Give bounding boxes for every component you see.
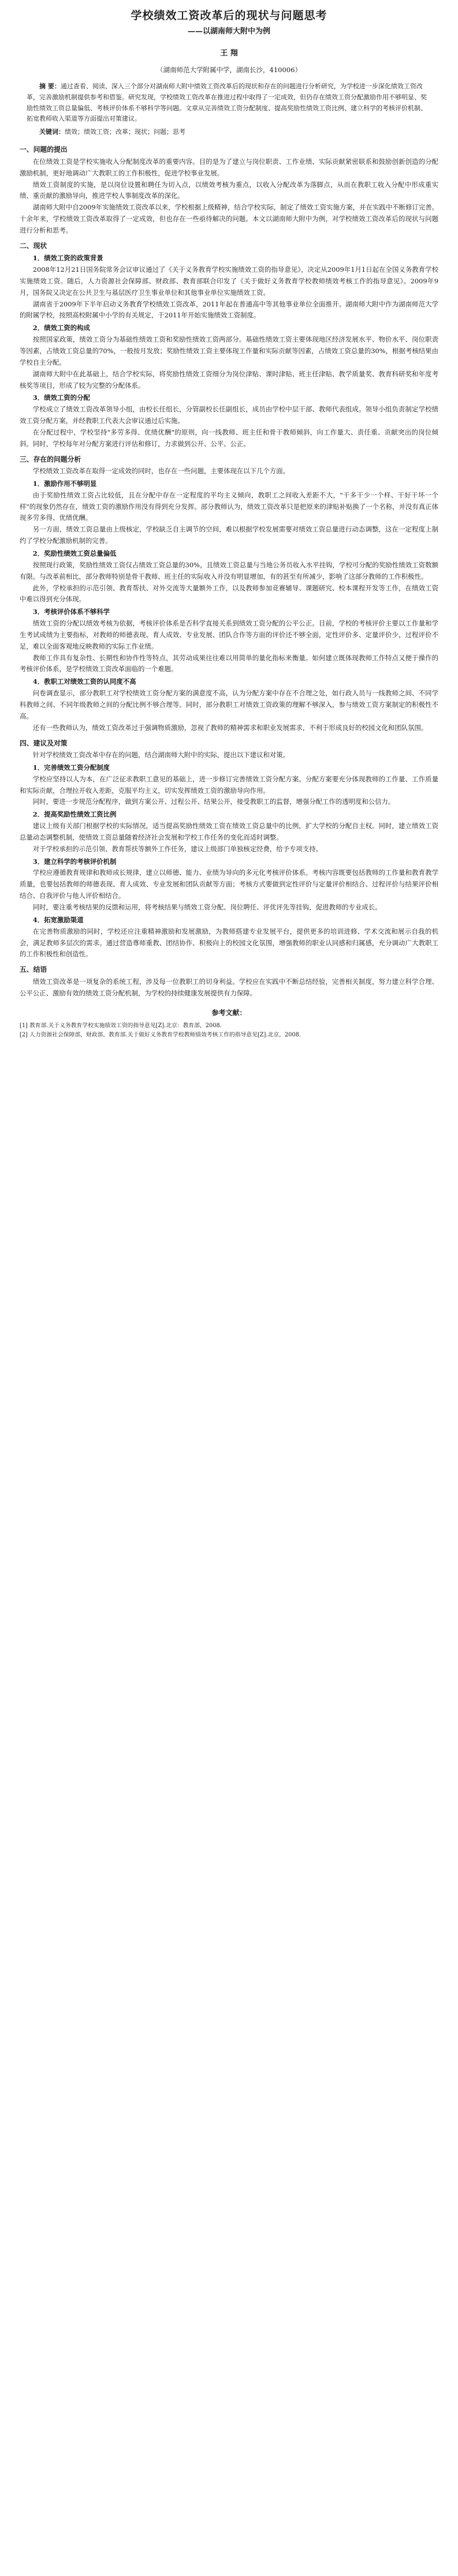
body-sections [20,144,438,999]
paragraph: 学校应遵循教育规律和教师成长规律，建立以师德、能力、业绩为导向的多元化考核评价体系。考核内容既要包括教师的工作量和教育教学质量，也要包括教师的师德表现、育人成效、专业发展和团队贡献等方面；考核方式要做到定性评价与定量评价相结合、过程评价与结果评价相结合、自我评价与他人评价相结合。 [20,868,438,900]
abstract-label: 摘 要： [39,82,61,90]
keywords-label: 关键词： [39,128,65,136]
section-heading: 一、问题的提出 [20,145,68,154]
paper-subtitle: ——以湖南师大附中为例 [187,27,270,36]
paragraph: 学校绩效工资改革在取得一定成效的同时，也存在一些问题，主要体现在以下几个方面。 [32,467,290,475]
paragraph: 同时，要进一步规范分配程序，做到方案公开、过程公开、结果公开，接受教职工的监督，增强分配工作的透明度和公信力。 [32,797,395,806]
section-heading: 四、建议及对策 [20,739,68,747]
section [20,454,438,734]
references-heading: 参考文献： [211,1009,247,1017]
paragraph: 学校成立了绩效工资改革领导小组，由校长任组长，分管副校长任副组长，成员由学校中层干部、教师代表组成。领导小组负责制定学校绩效工资分配方案，并经教职工代表大会审议通过后实施。 [20,405,438,425]
subsection-heading: 1．绩效工资的政策背景 [32,254,103,263]
subsection-heading: 4．教职工对绩效工资的认同度不高 [32,677,136,686]
subsection-heading: 3．考核评价体系不够科学 [32,608,110,616]
section [20,144,438,236]
paragraph: 按照国家政策，绩效工资分为基础性绩效工资和奖励性绩效工资两部分。基础性绩效工资主要体现地区经济发展水平、物价水平、岗位职责等因素，占绩效工资总量的70%，一般按月发放；奖励性绩效工资主要体现工作量和实际贡献等因素，占绩效工资总量的30%，根据考核结果由学校自主分配。 [20,335,438,366]
paragraph: 绩效工资制度的实施，是以岗位设置和聘任为切入点，以绩效考核为重点，以收入分配改革为落脚点，从而在教职工收入分配中形成重实绩、重贡献的激励导向，推进学校人事制度改革的深化。 [20,180,438,200]
section [20,964,438,999]
subsection-heading: 3．建立科学的考核评价机制 [32,857,117,866]
paragraph: 由于奖励性绩效工资占比较低，且在分配中存在一定程度的平均主义倾向，教职工之间收入差距不大，"干多干少一个样、干好干坏一个样"的现象仍然存在，绩效工资的激励作用没有得到充分发挥。部分教师认为，绩效工资改革只是把原来的津贴补贴换了一个名称，并没有真正体现多劳多得、优绩优酬。 [20,491,438,522]
paragraph: 对于学校承担的示范引领、教育帮扶等额外工作任务，建议上级部门单独核定经费，给予专项支持。 [32,844,322,853]
paragraph: 按照现行政策，奖励性绩效工资仅占绩效工资总量的30%，且绩效工资总量与当地公务员收入水平挂钩，学校可分配的奖励性绩效工资数额有限。与改革前相比，部分教师特别是骨干教师、班主任的实际收入并没有明显增加，有的甚至有所减少，影响了这部分教师的工作积极性。 [20,560,438,581]
paragraph: 在完善物质激励的同时，学校还应注重精神激励和发展激励，为教师搭建专业发展平台，提供更多的培训进修、学术交流和展示自我的机会，满足教师多层次的需求。通过营造尊师重教、团结协作、积极向上的校园文化氛围，增强教师的职业认同感和归属感，充分调动广大教职工的工作积极性和创造性。 [20,927,438,958]
abstract-text: 通过查看、阅读、深入三个部分对湖南师大附中绩效工资改革后的现状和存在的问题进行分析研究，为学校进一步深化绩效工资改革，完善激励机制提供参考和借鉴。研究发现，学校绩效工资改革在推进过程中取得了一定成效，但仍存在绩效工资分配激励作用不够明显、奖励性绩效工资总量偏低、考核评价体系不够科学等问题。文章从完善绩效工资分配制度、提高奖励性绩效工资比例、建立科学的考核评价机制、拓宽教师收入渠道等方面提出对策建议。 [27,82,427,123]
section [20,737,438,961]
paragraph: 湖南师大附中在此基础上，结合学校实际，将奖励性绩效工资细分为岗位津贴、课时津贴、班主任津贴、教学质量奖、教育科研奖和年度考核奖等项目，形成了较为完整的分配体系。 [20,369,438,390]
subsection-heading: 3．绩效工资的分配 [32,394,90,402]
subsection-heading: 2．奖励性绩效工资总量偏低 [32,549,117,557]
paper-title: 学校绩效工资改革后的现状与问题思考 [131,9,327,22]
paragraph: 在分配过程中，学校坚持"多劳多得、优绩优酬"的原则，向一线教师、班主任和骨干教师倾斜，向工作量大、责任重、贡献突出的岗位倾斜。同时，学校每年对分配方案进行评估和修订，力求做到公开、公平、公正。 [20,428,438,448]
paragraph: 此外，学校承担的示范引领、教育帮扶、对外交流等大量额外工作，以及教师参加竞赛辅导、课题研究、校本课程开发等工作，在绩效工资中难以得到充分体现。 [20,583,438,604]
paragraph: 湖南师大附中自2009年实施绩效工资改革以来，学校根据上级精神，结合学校实际，制定了绩效工资实施方案，并在实践中不断修订完善。十余年来，学校绩效工资改革取得了一定成效，但也存在一些亟待解决的问题。本文以湖南师大附中为例，对学校绩效工资改革后的现状与问题进行分析和思考。 [20,203,438,234]
paragraph: 针对学校绩效工资改革中存在的问题，结合湖南师大附中的实际，提出以下建议和对策。 [32,751,290,759]
paragraph: 同时，要注重考核结果的反馈和运用，将考核结果与绩效工资分配、岗位聘任、评优评先等挂钩，促进教师的专业成长。 [32,903,382,911]
paragraph: 学校应坚持以人为本，在广泛征求教职工意见的基础上，进一步修订完善绩效工资分配方案。分配方案要充分体现教师的工作量、工作质量和实际贡献，合理拉开收入差距，克服平均主义，切实发挥绩效工资的激励导向作用。 [20,774,438,795]
section-heading: 五、结语 [20,965,47,974]
paragraph: 2008年12月21日国务院常务会议审议通过了《关于义务教育学校实施绩效工资的指导意见》，决定从2009年1月1日起在全国义务教育学校实施绩效工资。随后，人力资源社会保障部、财政部、教育部联合印发了《关于做好义务教育学校教师绩效考核工作的指导意见》。2009年9月，国务院又决定在公共卫生与基层医疗卫生事业单位和其他事业单位实施绩效工资。 [20,265,438,297]
author-affiliation: （湖南师范大学附属中学，湖南长沙，410006） [157,65,301,74]
subsection-heading: 1．完善绩效工资分配制度 [32,763,110,772]
author-name: 王 翔 [220,49,238,58]
subsection-heading: 4．拓宽激励渠道 [32,915,84,924]
paragraph: 在位绩效工资是学校实施收入分配制度改革的重要内容。目的是为了建立与岗位职责、工作业绩、实际贡献紧密联系和鼓励创新创造的分配激励机制，更好地调动广大教职工的工作积极性，促进学校事业发展。 [20,157,438,177]
subsection-heading: 2．绩效工资的构成 [32,324,90,332]
subsection-heading: 1．激励作用不够明显 [32,479,97,488]
keywords-text: 绩效；绩效工资；改革；现状；问题；思考 [65,128,185,136]
keywords [27,127,431,138]
paragraph: 绩效工资改革是一项复杂的系统工程，涉及每一位教职工的切身利益。学校应在实践中不断总结经验，完善相关制度，努力建立科学合理、公平公正、激励有效的绩效工资分配机制，为学校的持续健康发展提供有力保障。 [20,977,438,997]
section-heading: 二、现状 [20,241,47,250]
paragraph: 建议上级有关部门根据学校的实际情况，适当提高奖励性绩效工资在绩效工资总量中的比例，扩大学校的分配自主权。同时，建立绩效工资总量动态调整机制，使绩效工资总量随着经济社会发展和学校工作任务的变化而适时调整。 [20,822,438,841]
paragraph: 问卷调查显示，部分教职工对学校绩效工资分配方案的满意度不高，认为分配方案中存在不合理之处，如行政人员与一线教师之间、不同学科教师之间、不同年级教师之间的分配比例不够合理等。同时，部分教职工对绩效工资政策的理解不够深入，参与绩效工资方案制定的积极性不高。 [20,689,438,720]
paragraph: 湖南省于2009年下半年启动义务教育学校绩效工资改革，2011年起在普通高中等其他事业单位全面推开。湖南师大附中作为湖南师范大学的附属学校，按照高校附属中小学的有关规定，于2011年开始实施绩效工资制度。 [20,299,438,320]
section-heading: 三、存在的问题分析 [20,455,81,463]
reference-item: [1] 教育部.关于义务教育学校实施绩效工资的指导意见[Z].北京：教育部，2008. [20,1023,222,1029]
section [20,240,438,450]
paragraph: 教师工作具有复杂性、长期性和协作性等特点，其劳动成果往往难以用简单的量化指标来衡量。如何建立既体现教师工作特点又便于操作的考核评价体系，是学校绩效工资改革面临的一个难题。 [20,653,438,673]
reference-item: [2] 人力资源社会保障部，财政部，教育部.关于做好义务教育学校教师绩效考核工作的指导意见[Z].北京，2008. [20,1031,301,1038]
paragraph: 绩效工资的分配以绩效考核为依据，考核评价体系是否科学直接关系到绩效工资分配的公平公正。目前，学校的考核评价主要以工作量和学生考试成绩为主要指标，对教师的师德表现、育人成效、专业发展、团队合作等方面的评价还不够全面，定性评价多、定量评价少，过程评价不足，难以全面客观地反映教师的实际工作业绩。 [20,619,438,650]
abstract [27,81,431,125]
paragraph: 还有一些教师认为，绩效工资改革过于强调物质激励，忽视了教师的精神需求和职业发展需求，不利于形成良好的校园文化和团队氛围。 [32,723,428,732]
paragraph: 另一方面，绩效工资总量由上级核定，学校缺乏自主调节的空间，难以根据学校发展需要对绩效工资总量进行动态调整，这在一定程度上制约了学校分配激励机制的完善。 [20,525,438,545]
subsection-heading: 2．提高奖励性绩效工资比例 [32,810,117,819]
references-list [20,1021,438,1039]
